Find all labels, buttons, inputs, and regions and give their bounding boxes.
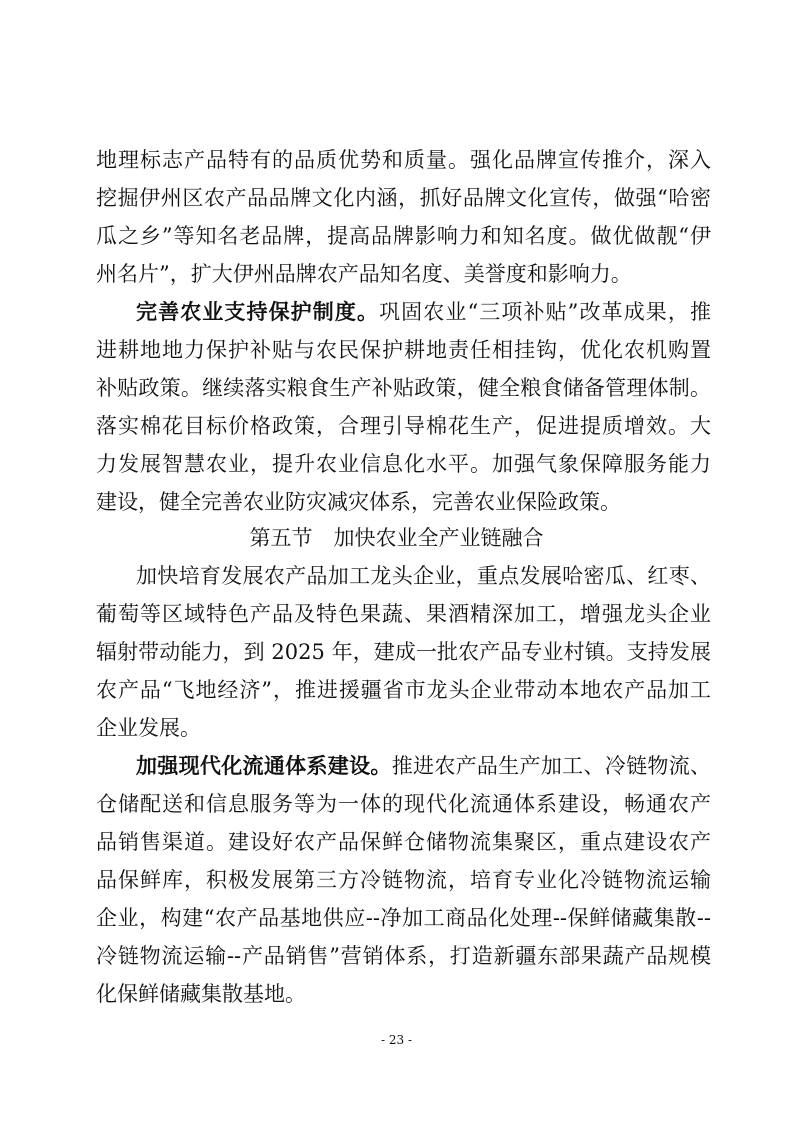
paragraph-3-line-4: 农产品“飞地经济”，推进援疆省市龙头企业带动本地农产品加工 bbox=[96, 678, 711, 702]
paragraph-2-first-rest: 巩固农业“三项补贴”改革成果，推 bbox=[379, 300, 711, 324]
paragraph-2-line-6: 建设，健全完善农业防灾减灾体系，完善农业保险政策。 bbox=[96, 490, 621, 514]
paragraph-3-line-3: 辐射带动能力，到 2025 年，建成一批农产品专业村镇。支持发展 bbox=[96, 640, 711, 664]
paragraph-2-line-5: 力发展智慧农业，提升农业信息化水平。加强气象保障服务能力 bbox=[96, 452, 711, 476]
paragraph-3-line-5: 企业发展。 bbox=[96, 716, 201, 740]
paragraph-4-line-3: 品销售渠道。建设好农产品保鲜仓储物流集聚区，重点建设农产 bbox=[96, 830, 711, 854]
paragraph-4-line-5: 企业，构建“农产品基地供应--净加工商品化处理--保鲜储藏集散-- bbox=[96, 906, 711, 930]
paragraph-4-line-4: 品保鲜库，积极发展第三方冷链物流，培育专业化冷链物流运输 bbox=[96, 868, 711, 892]
paragraph-3-line-1: 加快培育发展农产品加工龙头企业，重点发展哈密瓜、红枣、 bbox=[136, 564, 711, 588]
paragraph-4-line-6: 冷链物流运输--产品销售”营销体系，打造新疆东部果蔬产品规模 bbox=[96, 944, 711, 968]
paragraph-4-line-2: 仓储配送和信息服务等为一体的现代化流通体系建设，畅通农产 bbox=[96, 792, 711, 816]
paragraph-4-line-7: 化保鲜储藏集散基地。 bbox=[96, 982, 306, 1006]
paragraph-4-line-1 bbox=[136, 748, 711, 784]
paragraph-2-line-2: 进耕地地力保护补贴与农民保护耕地责任相挂钩，优化农机购置 bbox=[96, 338, 711, 362]
paragraph-1-line-2: 挖掘伊州区农产品品牌文化内涵，抓好品牌文化宣传，做强“哈密 bbox=[96, 186, 711, 210]
paragraph-2-line-1 bbox=[136, 294, 711, 330]
paragraph-1-line-3: 瓜之乡”等知名老品牌，提高品牌影响力和知名度。做优做靓“伊 bbox=[96, 224, 711, 248]
section-heading: 第五节 加快农业全产业链融合 bbox=[249, 526, 544, 550]
paragraph-1-line-1: 地理标志产品特有的品质优势和质量。强化品牌宣传推介，深入 bbox=[96, 148, 711, 172]
page-number: - 23 - bbox=[380, 1033, 412, 1047]
paragraph-2-lead: 完善农业支持保护制度。 bbox=[136, 299, 380, 324]
paragraph-2-line-4: 落实棉花目标价格政策，合理引导棉花生产，促进提质增效。大 bbox=[96, 414, 711, 438]
paragraph-1-line-4: 州名片”，扩大伊州品牌农产品知名度、美誉度和影响力。 bbox=[96, 262, 632, 286]
paragraph-4-first-rest: 推进农产品生产加工、冷链物流、 bbox=[391, 754, 712, 778]
paragraph-4-lead: 加强现代化流通体系建设。 bbox=[136, 753, 392, 778]
paragraph-2-line-3: 补贴政策。继续落实粮食生产补贴政策，健全粮食储备管理体制。 bbox=[96, 376, 711, 400]
paragraph-3-line-2: 葡萄等区域特色产品及特色果蔬、果酒精深加工，增强龙头企业 bbox=[96, 602, 711, 626]
